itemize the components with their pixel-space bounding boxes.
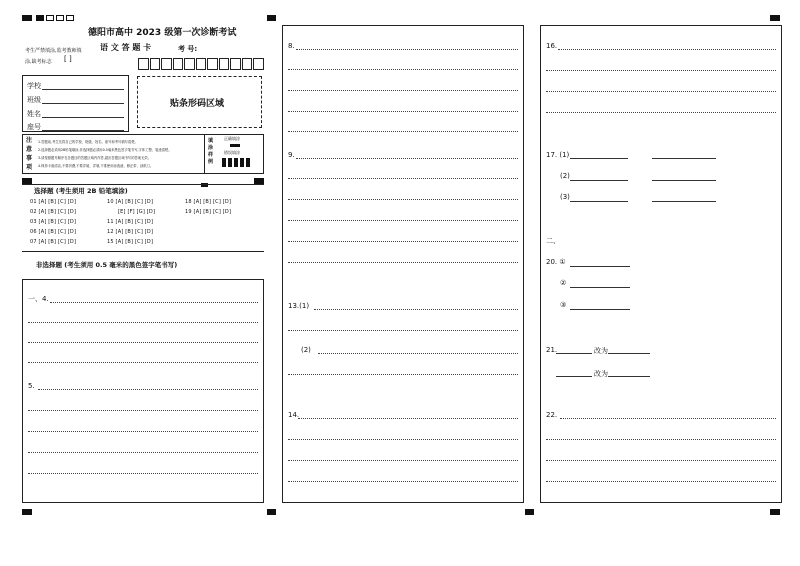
choice-row[interactable]: 19 [A] [B] [C] [D] [185, 209, 232, 215]
answer-line[interactable] [314, 309, 518, 310]
wrong-fill-label: 错误填涂 [224, 150, 240, 155]
barcode-label: 贴条形码区域 [170, 99, 225, 109]
nonchoice-title: 非选择题 (考生须用 0.5 毫米的黑色签字笔书写) [36, 261, 178, 269]
choice-row[interactable]: 07 [A] [B] [C] [D] [30, 239, 77, 245]
position-mark-bottom-mid1 [267, 509, 276, 515]
q17-2-label: (2) [560, 172, 570, 180]
choice-row[interactable]: 03 [A] [B] [C] [D] [30, 219, 77, 225]
position-mark-top-mid [267, 15, 276, 21]
choice-title: 选择题 (考生须用 2B 铅笔填涂) [34, 187, 128, 195]
absent-mark-box[interactable]: [ ] [64, 55, 72, 63]
q17-1-label: 17. (1) [546, 151, 570, 159]
answer-line[interactable] [546, 481, 776, 482]
answer-line[interactable] [558, 49, 776, 50]
answer-line[interactable] [560, 418, 776, 419]
answer-line[interactable] [296, 49, 518, 50]
answer-line[interactable] [288, 330, 518, 331]
answer-sheet-subtitle: 语 文 答 题 卡 [100, 43, 152, 52]
absent-instruction-line2: 涂,缺考标志 [25, 59, 52, 65]
correct-fill-sample [230, 144, 240, 147]
choice-row[interactable]: [E] [F] [G] [D] [118, 209, 156, 215]
position-mark-bottom-mid2 [525, 509, 534, 515]
answer-line[interactable] [288, 178, 518, 179]
answer-line[interactable] [288, 481, 518, 482]
choice-row[interactable]: 10 [A] [B] [C] [D] [107, 199, 154, 205]
name-label: 姓名 [27, 110, 41, 118]
q20-2-blank[interactable] [570, 287, 630, 288]
q17-1-blank-a[interactable] [570, 158, 628, 159]
answer-line[interactable] [288, 69, 518, 70]
q16-label: 16. [546, 42, 558, 50]
answer-line[interactable] [546, 112, 776, 113]
section2-label: 二、 [546, 237, 560, 245]
q21-blank-a[interactable] [556, 353, 592, 354]
answer-panel-col1 [22, 279, 264, 503]
q21-gaiwei-2: 改为 [594, 370, 608, 378]
q8-label: 8. [288, 42, 295, 50]
q13-2-label: (2) [301, 346, 311, 354]
exam-number-label: 考 号: [178, 45, 198, 53]
absent-instruction-line1: 考生严禁填涂,监考教师填 [25, 48, 82, 54]
q17-2-blank-b[interactable] [652, 180, 716, 181]
answer-line[interactable] [28, 410, 258, 411]
q20-1-blank[interactable] [570, 266, 630, 267]
answer-line[interactable] [288, 241, 518, 242]
q21-gaiwei-1: 改为 [594, 347, 608, 355]
answer-line[interactable] [28, 322, 258, 323]
answer-panel-col3 [540, 25, 782, 503]
sample-label: 填 涂 样 例 [208, 138, 214, 165]
choice-row[interactable]: 11 [A] [B] [C] [D] [107, 219, 154, 225]
q5-label: 5. [28, 382, 35, 390]
answer-line[interactable] [288, 439, 518, 440]
answer-line[interactable] [38, 389, 258, 390]
choice-row[interactable]: 15 [A] [B] [C] [D] [107, 239, 154, 245]
answer-line[interactable] [50, 302, 258, 303]
wrong-fill-sample [222, 158, 250, 167]
q17-3-blank-b[interactable] [652, 201, 716, 202]
q20-3-label: ③ [560, 301, 567, 309]
answer-line[interactable] [296, 158, 518, 159]
page-indicator-boxes [36, 15, 78, 21]
answer-line[interactable] [28, 473, 258, 474]
answer-line[interactable] [318, 353, 518, 354]
answer-line[interactable] [28, 452, 258, 453]
class-label: 班级 [27, 96, 41, 104]
school-field[interactable] [42, 89, 124, 90]
answer-line[interactable] [28, 342, 258, 343]
notice-text: 1.答题前,考生先将自己的学校、班级、姓名、座号和考号填写清楚。 2.选择题必须用2B铅笔填涂,非选择题必须用0.5毫米黑色签字笔书写,字体工整、笔迹清楚。 3.请按照题号顺序在各题目的答题区域内作答,超出答题区域书写的答案无效。 4.保持卡面清洁,不要折叠,不要弄破、弄皱,不准使用涂改液、修正带、刮纸刀。 [38, 140, 172, 168]
q20-1-label: 20. ① [546, 258, 566, 266]
q17-3-label: (3) [560, 193, 570, 201]
answer-line[interactable] [546, 70, 776, 71]
q17-1-blank-b[interactable] [652, 158, 716, 159]
position-mark-top-left [22, 15, 32, 21]
school-label: 学校 [27, 82, 41, 90]
q22-label: 22. [546, 411, 558, 419]
position-mark-bottom-right [770, 509, 780, 515]
answer-line[interactable] [288, 111, 518, 112]
choice-row[interactable]: 06 [A] [B] [C] [D] [30, 229, 77, 235]
choice-row[interactable]: 02 [A] [B] [C] [D] [30, 209, 77, 215]
answer-line[interactable] [288, 90, 518, 91]
answer-line[interactable] [546, 460, 776, 461]
q21-blank-d[interactable] [608, 376, 650, 377]
answer-line[interactable] [288, 199, 518, 200]
q17-3-blank-a[interactable] [570, 201, 628, 202]
answer-panel-col2 [282, 25, 524, 503]
answer-line[interactable] [288, 262, 518, 263]
answer-line[interactable] [288, 460, 518, 461]
class-field[interactable] [42, 103, 124, 104]
q21-blank-c[interactable] [556, 376, 592, 377]
notice-title: 注 意 事 项 [26, 137, 33, 171]
answer-line[interactable] [288, 374, 518, 375]
choice-row[interactable]: 12 [A] [B] [C] [D] [107, 229, 154, 235]
choice-row[interactable]: 18 [A] [B] [C] [D] [185, 199, 232, 205]
q20-3-blank[interactable] [570, 309, 630, 310]
position-mark-bottom-left [22, 509, 32, 515]
sample-divider [204, 134, 205, 174]
q17-2-blank-a[interactable] [570, 180, 628, 181]
exam-number-boxes[interactable] [138, 58, 264, 70]
q13-1-label: 13.(1) [288, 302, 310, 310]
answer-line[interactable] [288, 220, 518, 221]
answer-line[interactable] [28, 362, 258, 363]
seat-label: 座号 [27, 123, 41, 131]
answer-line[interactable] [28, 431, 258, 432]
answer-line[interactable] [546, 91, 776, 92]
seat-field[interactable] [42, 130, 124, 131]
q20-2-label: ② [560, 279, 567, 287]
correct-fill-label: 正确填涂 [224, 136, 240, 141]
q21-blank-b[interactable] [608, 353, 650, 354]
answer-line[interactable] [546, 439, 776, 440]
q21-label: 21. [546, 346, 558, 354]
section1-q4-label: 一、4. [28, 295, 49, 303]
answer-line[interactable] [298, 418, 518, 419]
q14-label: 14. [288, 411, 300, 419]
position-mark-top-right [770, 15, 780, 21]
answer-line[interactable] [288, 131, 518, 132]
choice-row[interactable]: 01 [A] [B] [C] [D] [30, 199, 77, 205]
exam-title: 德阳市高中 2023 级第一次诊断考试 [88, 28, 237, 38]
name-field[interactable] [42, 117, 124, 118]
q9-label: 9. [288, 151, 295, 159]
